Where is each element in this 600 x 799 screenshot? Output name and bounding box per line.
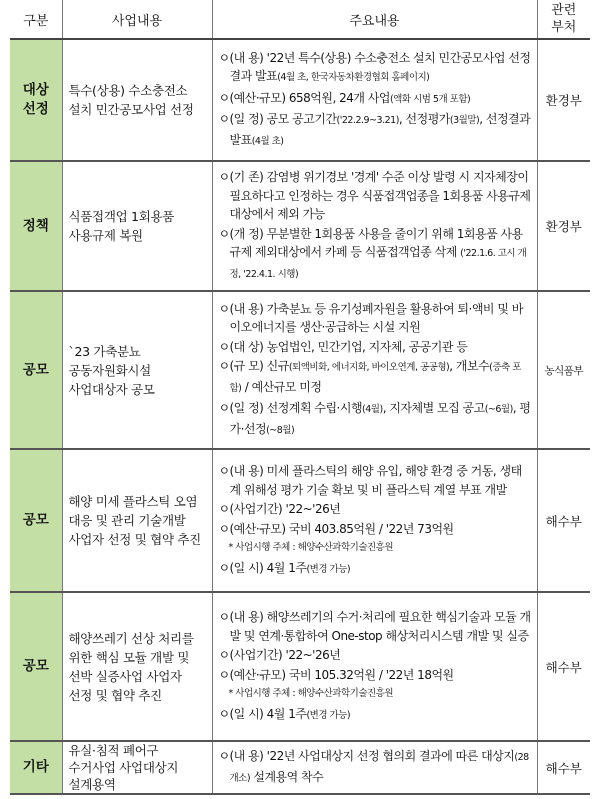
main-content-cell xyxy=(212,291,537,449)
content-item: ㅇ(사업기간) '22~'26년 xyxy=(219,646,533,665)
bullet-circle-icon: ㅇ xyxy=(218,667,230,682)
project-table xyxy=(10,0,590,795)
content-item: ㅇ(내 용) '22년 사업대상지 선정 협의회 결과에 따른 대상지(28개소) 설계용역 착수 xyxy=(218,749,529,784)
bullet-circle-icon: ㅇ xyxy=(218,170,230,184)
category-cell: 공모 xyxy=(10,449,62,592)
header-category: 구분 xyxy=(10,0,62,39)
category-cell: 기타 xyxy=(10,741,62,794)
content-item: ㅇ(사업기간) '22~'26년 xyxy=(219,500,533,519)
table-row xyxy=(10,161,590,291)
bullet-circle-icon: ㅇ xyxy=(218,464,230,478)
category-cell: 공모 xyxy=(10,592,62,741)
content-item: ㅇ(개 정) 무분별한 1회용품 사용을 줄이기 위해 1회용품 사용규제 제외대상에서 카페 등 식품접객업종 삭제 ('22.1.6. 고시 개정, '22.4.1. 시행) xyxy=(218,226,527,280)
bullet-circle-icon: ㅇ xyxy=(218,226,230,241)
content-item: ㅇ(기 존) 감염병 위기경보 '경계' 수준 이상 발령 시 지자체장이 필요하다고 인정하는 경우 식품접객업종을 1회용품 사용규제 대상에서 제외 가능 xyxy=(218,170,531,221)
content-item: ㅇ(대 상) 농업법인, 민간기업, 지자체, 공공기관 등 xyxy=(219,338,533,357)
business-cell: 식품접객업 1회용품 사용규제 복원 xyxy=(62,161,212,291)
department-cell: 해수부 xyxy=(537,741,590,794)
bullet-circle-icon: ㅇ xyxy=(218,502,230,516)
content-item: ㅇ(규 모) 신규(퇴액비화, 에너지화, 바이오연계, 공공형), 개보수(증축 포함) / 예산규모 미정 xyxy=(218,359,521,394)
department-cell: 해수부 xyxy=(537,592,590,741)
main-content-cell xyxy=(212,39,537,161)
bullet-circle-icon: ㅇ xyxy=(218,90,230,105)
bullet-circle-icon: ㅇ xyxy=(218,648,230,662)
business-cell: 특수(상용) 수소충전소 설치 민간공모사업 선정 xyxy=(62,39,212,161)
bullet-circle-icon: ㅇ xyxy=(218,749,230,763)
header-row xyxy=(10,0,590,39)
table-row xyxy=(10,741,590,794)
header-department: 관련 부처 xyxy=(537,0,590,39)
table-row xyxy=(10,449,590,592)
business-cell: 해양 미세 플라스틱 오염 대응 및 관리 기술개발 사업자 선정 및 협약 추진 xyxy=(62,449,212,592)
content-item: ㅇ(예산·규모) 국비 105.32억원 / '22년 18억원 xyxy=(219,666,533,685)
content-item: ㅇ(일 정) 공모 공고기간('22.2.9~3.21), 선정평가(3월말), 선정결과 발표(4월 초) xyxy=(218,112,531,147)
content-item: ㅇ(내 용) 미세 플라스틱의 해양 유입, 해양 환경 중 거동, 생태계 위해성 평가 기술 확보 및 비 플라스틱 계열 부표 개발 xyxy=(218,464,522,497)
bullet-circle-icon: ㅇ xyxy=(218,301,230,316)
table-row xyxy=(10,39,590,161)
table-row xyxy=(10,592,590,741)
main-content-cell xyxy=(212,741,537,794)
category-cell: 공모 xyxy=(10,291,62,449)
main-content-cell xyxy=(212,592,537,741)
business-cell: 해양쓰레기 선상 처리를 위한 핵심 모듈 개발 및 선박 실증사업 사업자 선정 및 협약 추진 xyxy=(62,592,212,741)
bullet-circle-icon: ㅇ xyxy=(218,610,230,624)
content-item: ㅇ(내 용) 가축분뇨 등 유기성폐자원을 활용하여 퇴·액비 및 바이오에너지를 생산·공급하는 시설 지원 xyxy=(218,301,523,335)
bullet-circle-icon: ㅇ xyxy=(218,359,230,374)
bullet-circle-icon: ㅇ xyxy=(218,706,230,721)
bullet-circle-icon: ㅇ xyxy=(218,339,230,354)
content-item: ㅇ(일 시) 4월 1주(변경 가능) xyxy=(219,559,533,580)
category-cell: 대상 선정 xyxy=(10,39,62,161)
bullet-circle-icon: ㅇ xyxy=(218,401,230,416)
table-row xyxy=(10,291,590,449)
content-item: ㅇ(예산·규모) 국비 403.85억원 / '22년 73억원 xyxy=(219,520,533,539)
department-cell: 농식품부 xyxy=(537,291,590,449)
main-content-cell xyxy=(212,161,537,291)
bullet-circle-icon: ㅇ xyxy=(218,112,230,127)
header-main-content: 주요내용 xyxy=(212,0,537,39)
content-item: ㅇ(예산·규모) 658억원, 24개 사업(액화 시범 5개 포함) xyxy=(219,89,533,110)
header-business: 사업내용 xyxy=(62,0,212,39)
main-content-cell xyxy=(212,449,537,592)
business-cell: 유실·침적 폐어구 수거사업 사업대상지 설계용역 xyxy=(62,741,212,794)
category-cell: 정책 xyxy=(10,161,62,291)
bullet-circle-icon: ㅇ xyxy=(218,560,230,575)
business-cell: `23 가축분뇨 공동자원화시설 사업대상자 공모 xyxy=(62,291,212,449)
department-cell: 환경부 xyxy=(537,161,590,291)
department-cell: 환경부 xyxy=(537,39,590,161)
footnote: * 사업시행 주체 : 해양수산과학기술진흥원 xyxy=(228,688,394,699)
bullet-circle-icon: ㅇ xyxy=(218,521,230,536)
department-cell: 해수부 xyxy=(537,449,590,592)
bullet-circle-icon: ㅇ xyxy=(218,50,230,65)
content-item: ㅇ(일 시) 4월 1주(변경 가능) xyxy=(219,705,533,726)
content-item: ㅇ(일 정) 선정계획 수립·시행(4월), 지자체별 모집 공고(~6월), 평가·선정(~8월) xyxy=(218,401,531,436)
content-item: ㅇ(내 용) 해양쓰레기의 수거·처리에 필요한 핵심기술과 모듈 개발 및 연계·통합하여 One-stop 해상처리시스템 개발 및 실증 xyxy=(218,610,531,643)
footnote: * 사업시행 주체 : 해양수산과학기술진흥원 xyxy=(228,542,394,553)
content-item: ㅇ(내 용) '22년 특수(상용) 수소충전소 설치 민간공모사업 선정결과 발표(4월 초, 한국자동차환경협회 홈페이지) xyxy=(218,50,531,84)
